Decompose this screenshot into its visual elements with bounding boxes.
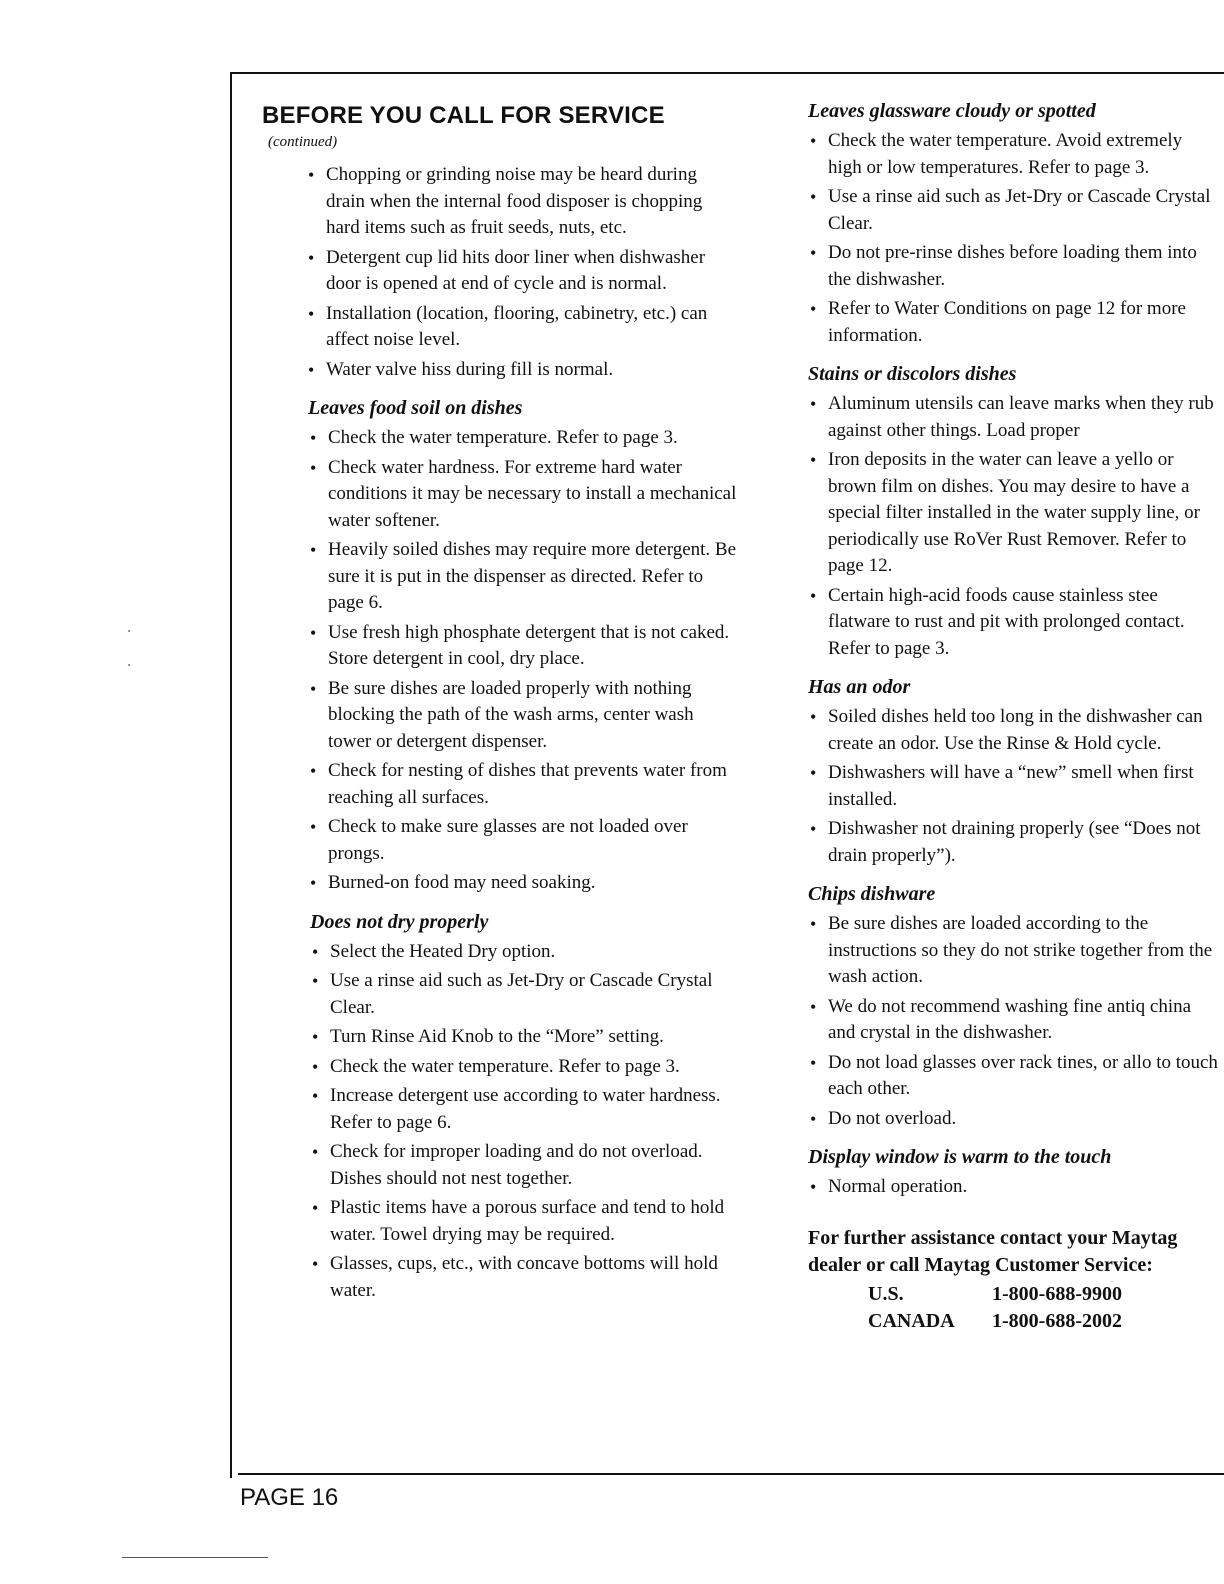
list-item: • Certain high-acid foods cause stainless stee flatware to rust and pit with prolonged contact. Refer to page 3. — [808, 583, 1218, 663]
section-title: Leaves food soil on dishes — [308, 397, 523, 419]
list-item: • Dishwasher not draining properly (see “Does not drain properly”). — [808, 816, 1218, 869]
list-item: • Check to make sure glasses are not loaded over prongs. — [308, 814, 738, 867]
list-item: • Normal operation. — [808, 1174, 1218, 1201]
food-soil-list — [308, 425, 738, 897]
section-stains — [808, 361, 1218, 662]
list-item: • We do not recommend washing fine antiq china and crystal in the dishwasher. — [808, 994, 1218, 1047]
list-item: • Check the water temperature. Avoid extremely high or low temperatures. Refer to page 3. — [808, 128, 1218, 181]
section-dry — [310, 909, 730, 1305]
section-glassware — [808, 98, 1218, 349]
list-item: • Do not load glasses over rack tines, or allo to touch each other. — [808, 1050, 1218, 1103]
list-item: • Dishwashers will have a “new” smell when first installed. — [808, 760, 1218, 813]
odor-list — [808, 704, 1218, 869]
list-item: • Heavily soiled dishes may require more detergent. Be sure it is put in the dispenser as directed. Refer to page 6. — [308, 537, 738, 617]
display-warm-list — [808, 1174, 1218, 1201]
page-number: PAGE 16 — [240, 1484, 339, 1511]
list-item: • Use a rinse aid such as Jet-Dry or Cascade Crystal Clear. — [808, 184, 1218, 237]
list-item: • Be sure dishes are loaded according to the instructions so they do not strike together from the wash action. — [808, 911, 1218, 991]
chips-list — [808, 911, 1218, 1132]
scan-artifact-line — [122, 1557, 268, 1558]
left-column — [262, 100, 742, 1307]
page-title: BEFORE YOU CALL FOR SERVICE — [262, 102, 665, 129]
page-frame-top-rule — [230, 72, 1224, 74]
page-subtitle: (continued) — [268, 134, 338, 150]
assistance-text: For further assistance contact your Maytag dealer or call Maytag Customer Service: — [808, 1226, 1178, 1276]
section-display-warm — [808, 1144, 1218, 1201]
list-item: • Check for improper loading and do not overload. Dishes should not nest together. — [310, 1139, 730, 1192]
section-title: Display window is warm to the touch — [808, 1146, 1112, 1168]
phone-row-canada — [868, 1308, 1122, 1335]
section-chips — [808, 881, 1218, 1132]
list-item: • Turn Rinse Aid Knob to the “More” setting. — [310, 1024, 730, 1051]
section-odor — [808, 674, 1218, 869]
noise-list — [306, 162, 726, 383]
list-item: • Check water hardness. For extreme hard water conditions it may be necessary to install a mechanical water softener. — [308, 455, 738, 535]
section-title: Does not dry properly — [310, 910, 489, 933]
list-item: • Use fresh high phosphate detergent that is not caked. Store detergent in cool, dry place. — [308, 620, 738, 673]
phone-number: 1-800-688-2002 — [992, 1309, 1122, 1332]
page-frame-left-rule — [230, 72, 232, 1478]
list-item: • Do not overload. — [808, 1106, 1218, 1133]
section-food-soil — [308, 395, 738, 897]
phone-number: 1-800-688-9900 — [992, 1282, 1122, 1305]
list-item: • Be sure dishes are loaded properly with nothing blocking the path of the wash arms, center wash tower or detergent dispenser. — [308, 676, 738, 756]
section-title: Stains or discolors dishes — [808, 363, 1017, 385]
list-item: • Check the water temperature. Refer to page 3. — [308, 425, 738, 452]
list-item: • Soiled dishes held too long in the dishwasher can create an odor. Use the Rinse & Hold cycle. — [808, 704, 1218, 757]
list-item: • Water valve hiss during fill is normal. — [306, 357, 726, 384]
section-title: Has an odor — [808, 676, 911, 698]
scan-artifact-dot — [128, 664, 130, 666]
phone-country: U.S. — [868, 1282, 904, 1305]
list-item: • Detergent cup lid hits door liner when dishwasher door is opened at end of cycle and is normal. — [306, 245, 726, 298]
glassware-list — [808, 128, 1218, 349]
list-item: • Glasses, cups, etc., with concave bottoms will hold water. — [310, 1251, 730, 1304]
dry-list — [310, 939, 730, 1305]
list-item: • Refer to Water Conditions on page 12 for more information. — [808, 296, 1218, 349]
section-title: Chips dishware — [808, 883, 936, 905]
phone-country: CANADA — [868, 1309, 955, 1332]
list-item: • Aluminum utensils can leave marks when they rub against other things. Load proper — [808, 391, 1218, 444]
list-item: • Iron deposits in the water can leave a yello or brown film on dishes. You may desire to have a special filter installed in the water supply line, or periodically use RoVer Rust Remover. Refer to page 12. — [808, 447, 1218, 580]
list-item: • Check the water temperature. Refer to page 3. — [310, 1054, 730, 1081]
list-item: • Check for nesting of dishes that prevents water from reaching all surfaces. — [308, 758, 738, 811]
page-frame-bottom-rule — [238, 1473, 1224, 1475]
list-item: • Do not pre-rinse dishes before loading them into the dishwasher. — [808, 240, 1218, 293]
list-item: • Plastic items have a porous surface and tend to hold water. Towel drying may be required. — [310, 1195, 730, 1248]
list-item: • Installation (location, flooring, cabinetry, etc.) can affect noise level. — [306, 301, 726, 354]
phone-row-us — [868, 1281, 1122, 1308]
list-item: • Chopping or grinding noise may be heard during drain when the internal food disposer is chopping hard items such as fruit seeds, nuts, etc. — [306, 162, 726, 242]
list-item: • Select the Heated Dry option. — [310, 939, 730, 966]
stains-list — [808, 391, 1218, 662]
scan-artifact-dot — [128, 630, 130, 632]
phone-table — [868, 1281, 1122, 1335]
list-item: • Use a rinse aid such as Jet-Dry or Cascade Crystal Clear. — [310, 968, 730, 1021]
right-column — [808, 98, 1224, 1335]
list-item: • Burned-on food may need soaking. — [308, 870, 738, 897]
section-title: Leaves glassware cloudy or spotted — [808, 100, 1096, 122]
list-item: • Increase detergent use according to water hardness. Refer to page 6. — [310, 1083, 730, 1136]
